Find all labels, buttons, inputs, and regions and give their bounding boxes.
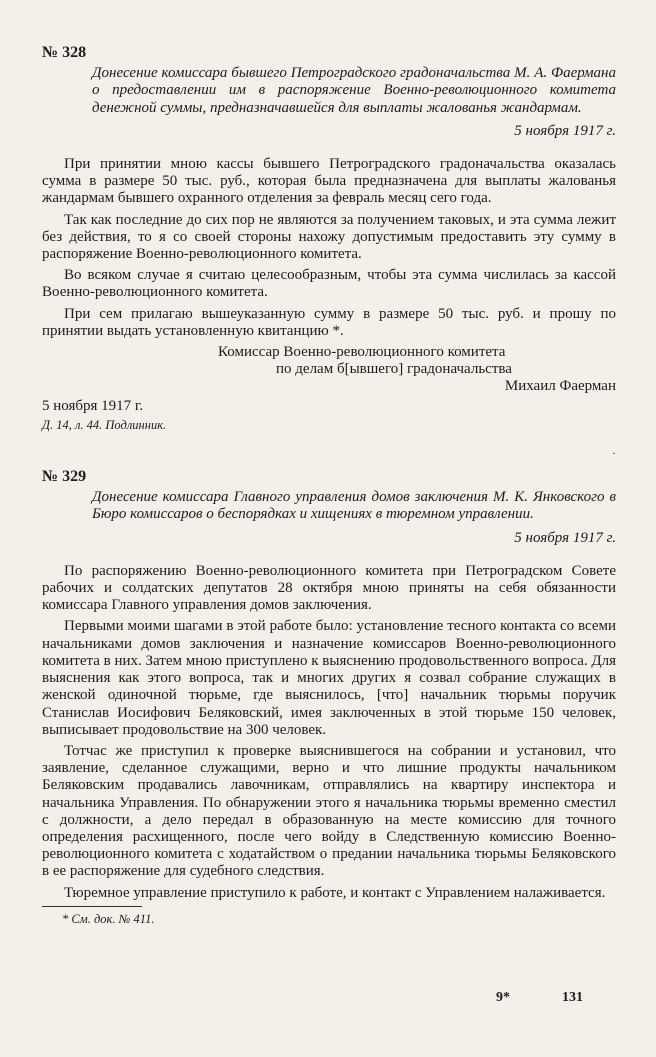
document-329 — [42, 468, 616, 902]
signature-block — [42, 344, 616, 396]
paragraph: При принятии мною кассы бывшего Петроградского градоначальства оказалась сумма в размере 50 тыс. руб., которая была предназначена для выплаты жалованья жандармам бывшего охранного отделения за февраль месяц сего года. — [42, 156, 616, 207]
archive-source: Д. 14, л. 44. Подлинник. — [42, 417, 167, 432]
signature-line: по делам б[ывшего] градоначальства — [276, 361, 512, 378]
document-number: № 328 — [42, 44, 87, 61]
paragraph: Во всяком случае я считаю целесообразным, чтобы эта сумма числилась за кассой Военно-революционного комитета. — [42, 267, 616, 301]
signature-mark: 9* — [496, 990, 510, 1005]
footnote-divider — [42, 906, 142, 907]
signature-line: Комиссар Военно-революционного комитета — [218, 344, 506, 361]
signature-date: 5 ноября 1917 г. — [42, 397, 144, 414]
separator-mark: · — [612, 446, 616, 461]
paragraph: При сем прилагаю вышеуказанную сумму в размере 50 тыс. руб. и прошу по принятии выдать установленную квитанцию *. — [42, 305, 616, 339]
page-number: 131 — [562, 990, 583, 1005]
document-328 — [42, 44, 616, 434]
signature-name: Михаил Фаерман — [504, 378, 616, 395]
paragraph: Первыми моими шагами в этой работе было: установление тесного контакта со всеми начальниками домов заключения и назначение комиссаров Военно-революционного комитета в них. Затем мною приступлено к выяснению продовольственного вопроса. Для выяснения как этого вопроса, так и многих других я созвал собрание служащих в женской одиночной тюрьме, где выяснилось, [что] начальник тюрьмы поручик Станислав Иосифович Беляковский, имея заключенных в этой тюрьме 150 человек, выписывает продовольствие на 300 человек. — [42, 618, 616, 738]
paragraph: По распоряжению Военно-революционного комитета при Петроградском Совете рабочих и солдатских депутатов 28 октября мною приняты на себя обязанности комиссара Главного управления домов заключения. — [42, 562, 616, 614]
page-content — [42, 44, 616, 928]
document-date: 5 ноября 1917 г. — [514, 529, 616, 546]
document-title: Донесение комиссара бывшего Петроградского градоначальства М. А. Фаермана о предоставлении им в распоряжение Военно-революционного комитета денежной суммы, предназначавшейся для выплаты жалованья жандармам. — [92, 65, 616, 116]
paragraph: Так как последние до сих пор не являются за получением таковых, и эта сумма лежит без действия, то я со своей стороны нахожу допустимым предоставить эту сумму в распоряжение Военно-революционного комитета. — [42, 211, 616, 263]
paragraph: Тюремное управление приступило к работе, и контакт с Управлением налаживается. — [64, 884, 606, 901]
footnote: * См. док. № 411. — [62, 911, 155, 926]
page-footer — [0, 990, 656, 1010]
document-number: № 329 — [42, 468, 87, 486]
document-title: Донесение комиссара Главного управления домов заключения М. К. Янковского в Бюро комиссаров о беспорядках и хищениях в тюремном управлении. — [92, 489, 616, 523]
document-date: 5 ноября 1917 г. — [514, 122, 616, 139]
paragraph: Тотчас же приступил к проверке выяснившегося на собрании и установил, что заявление, сделанное служащими, верно и что лишние продукты начальником Беляковским продавались лавочникам, отправлялись на квартиру инспектора и начальника Управления. По обнаружении этого я начальника тюрьмы временно сместил с должности, а дело передал в образованную на месте комиссию для точного определения расхищенного, после чего войду в Следственную комиссию Военно-революционного комитета с ходатайством о предании начальника тюрьмы Беляковского в ее распоряжение для судебного следствия. — [42, 742, 616, 880]
